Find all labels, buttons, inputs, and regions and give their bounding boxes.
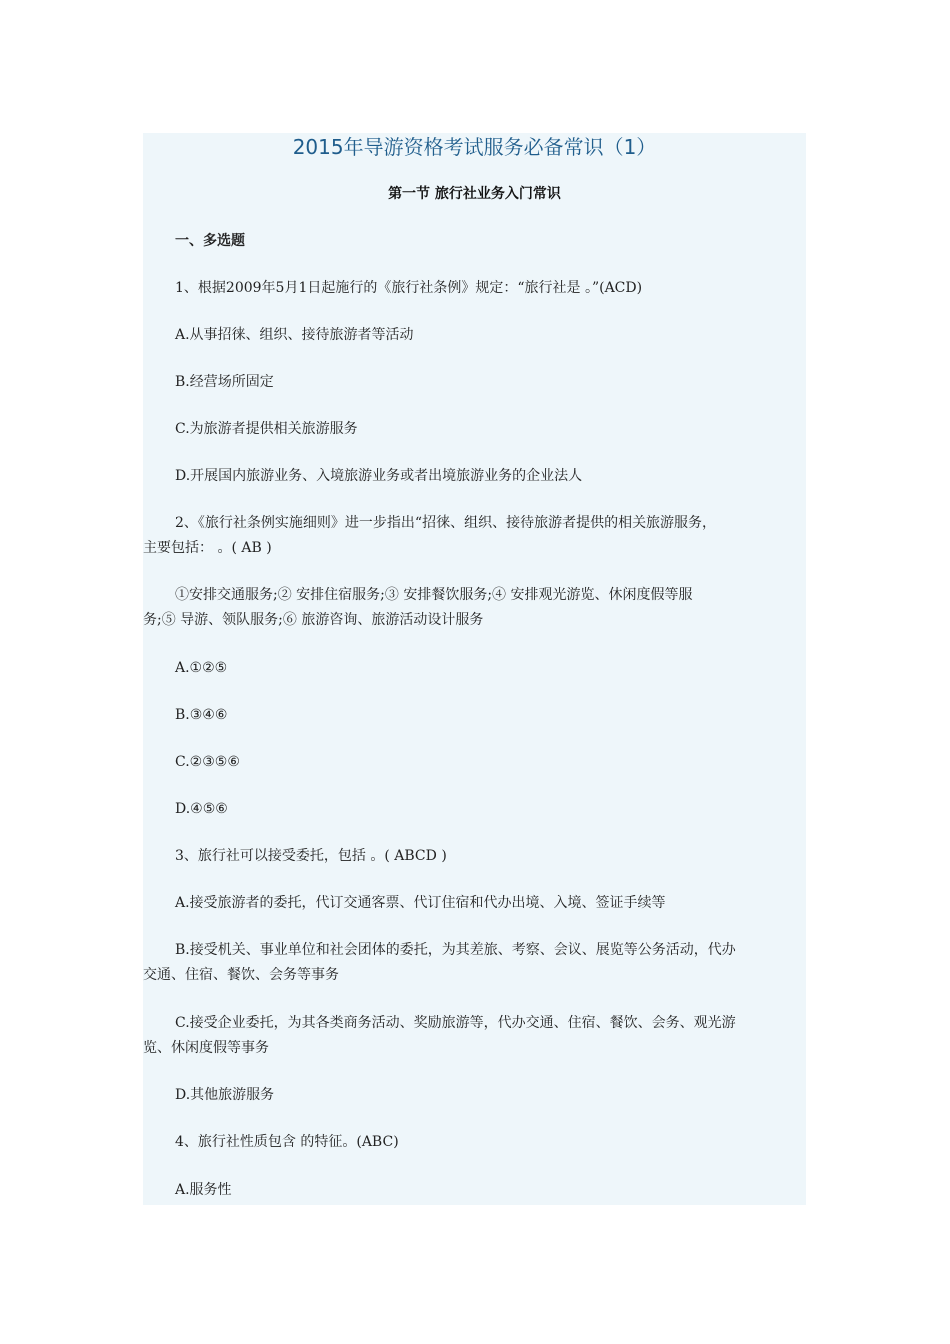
question-1-option-c: C.为旅游者提供相关旅游服务: [175, 421, 358, 437]
question-2-items-continued: 务;⑤ 导游、领队服务;⑥ 旅游咨询、旅游活动设计服务: [143, 612, 484, 628]
question-1-option-a: A.从事招徕、组织、接待旅游者等活动: [175, 327, 414, 343]
question-1: 1、根据2009年5月1日起施行的《旅行社条例》规定：“旅行社是 。”(ACD): [175, 280, 643, 296]
question-4-option-a: A.服务性: [175, 1182, 232, 1198]
question-1-option-b: B.经营场所固定: [175, 374, 274, 390]
question-3-option-c-continued: 览、休闲度假等事务: [143, 1040, 269, 1056]
section-title: 第一节 旅行社业务入门常识: [388, 186, 561, 202]
question-2-option-a: A.①②⑤: [175, 660, 228, 676]
question-3-option-d: D.其他旅游服务: [175, 1087, 275, 1103]
question-2-option-b: B.③④⑥: [175, 707, 228, 723]
question-3-option-b-continued: 交通、住宿、餐饮、会务等事务: [143, 967, 339, 983]
question-3-option-a: A.接受旅游者的委托，代订交通客票、代订住宿和代办出境、入境、签证手续等: [175, 895, 666, 911]
question-4: 4、旅行社性质包含 的特征。(ABC): [175, 1134, 399, 1150]
question-2-continued: 主要包括： 。( AB ): [143, 540, 272, 556]
document-title: 2015年导游资格考试服务必备常识（1）: [292, 135, 657, 159]
question-2-option-d: D.④⑤⑥: [175, 801, 228, 817]
question-3: 3、旅行社可以接受委托，包括 。( ABCD ): [175, 848, 447, 864]
question-2-option-c: C.②③⑤⑥: [175, 754, 240, 770]
question-1-option-d: D.开展国内旅游业务、入境旅游业务或者出境旅游业务的企业法人: [175, 468, 583, 484]
question-2: 2、《旅行社条例实施细则》进一步指出“招徕、组织、接待旅游者提供的相关旅游服务，: [175, 515, 717, 531]
question-3-option-c: C.接受企业委托，为其各类商务活动、奖励旅游等，代办交通、住宿、餐饮、会务、观光游: [175, 1015, 736, 1031]
question-type-heading: 一、多选题: [175, 233, 245, 249]
question-2-items: ①安排交通服务;② 安排住宿服务;③ 安排餐饮服务;④ 安排观光游览、休闲度假等服: [175, 587, 693, 603]
question-3-option-b: B.接受机关、事业单位和社会团体的委托，为其差旅、考察、会议、展览等公务活动，代办: [175, 942, 736, 958]
